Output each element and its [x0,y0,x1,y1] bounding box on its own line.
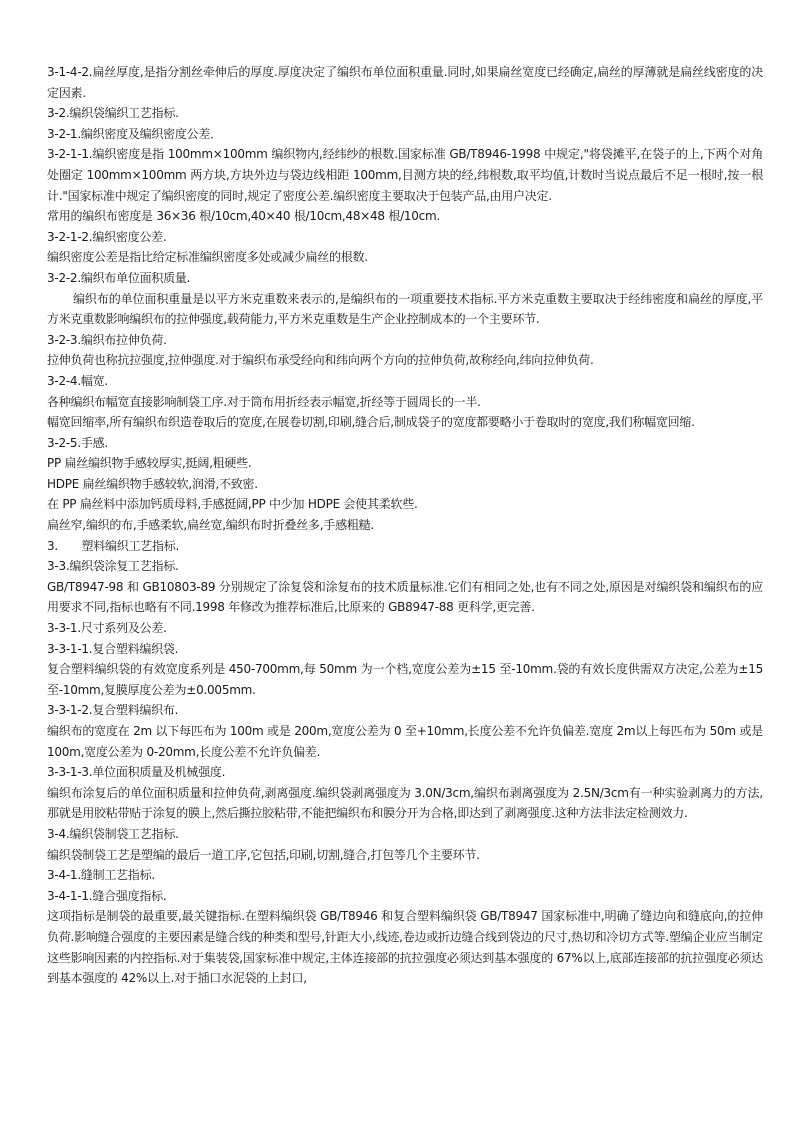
section-heading: 3-2-1.编织密度及编织密度公差． [47,126,222,141]
paragraph: 复合塑料编织袋的有效宽度系列是 450-700mm,每 50mm 为一个档,宽度公差为±15 至-10mm.袋的有效长度供需双方决定,公差为±15 至-10mm,复膜厚度公差为±0.005mm. [47,662,763,697]
section-heading: 3-2-3.编织布拉伸负荷. [47,332,167,347]
paragraph: 编织袋制袋工艺是塑编的最后一道工序,它包括,印刷,切割,缝合,打包等几个主要环节. [47,847,480,862]
section-heading: 3-3-1-3.单位面积质量及机械强度. [47,765,226,780]
paragraph: HDPE 扁丝编织物手感较软,润滑,不致密. [47,476,258,491]
section-heading: 3-3-1-1.复合塑料编织袋. [47,641,179,656]
paragraph: 常用的编织布密度是 36×36 根/10cm,40×40 根/10cm,48×48 根/10cm. [47,209,441,224]
paragraph: 编织布的单位面积重量是以平方米克重数来表示的,是编织布的一项重要技术指标.平方米克重数主要取决于经纬密度和扁丝的厚度,平方米克重数影响编织布的拉伸强度,载荷能力,平方米克重数是生产企业控制成本的一个主要环节. [47,291,763,327]
paragraph: GB/T8947-98 和 GB10803-89 分别规定了涂复袋和涂复布的技术质量标准.它们有相同之处,也有不同之处,原因是对编织袋和编织布的应用要求不同,指标也略有不同.1998 年修改为推荐标准后,比原来的 GB8947-88 更科学,更完善. [47,579,763,615]
section-heading: 3-4.编织袋制袋工艺指标. [47,826,179,841]
paragraph: PP 扁丝编织物手感较厚实,挺阔,粗硬些. [47,456,252,471]
section-heading: 3-2-4.幅宽. [47,373,108,388]
paragraph: 编织密度公差是指比给定标准编织密度多处或减少扁丝的根数. [47,250,368,265]
paragraph: 这项指标是制袋的最重要,最关键指标.在塑料编织袋 GB/T8946 和复合塑料编织袋 GB/T8947 国家标准中,明确了缝边向和缝底向,的拉伸负荷.影响缝合强度的主要因素是缝合线的种类和型号,针距大小,线迹,卷边或折边缝合线到袋边的尺寸,热切和冷切方式等.塑编企业应当制定这些影响因素的内控指标.对于集装袋,国家标准中规定,主体连接部的抗拉强度必须达到基本强度的 67%以上,底部连接部的抗拉强度必须达到基本强度的 42%以上.对于插口水泥袋的上封口, [47,909,763,986]
paragraph: 各种编织布幅宽直接影响制袋工序.对于筒布用折经表示幅宽,折经等于圆周长的一半. [47,394,481,409]
section-heading: 3-3-1.尺寸系列及公差. [47,621,167,636]
document-page [47,62,763,989]
paragraph: 编织布的宽度在 2m 以下每匹布为 100m 或是 200m,宽度公差为 0 至+10mm,长度公差不允许负偏差.宽度 2m以上每匹布为 50m 或是 100m,宽度公差为 0-20mm,长度公差不允许负偏差. [47,724,763,759]
paragraph: 扁丝窄,编织的布,手感柔软,扁丝宽,编织布时折叠丝多,手感粗糙. [47,518,374,533]
section-heading: 3-2-2.编织布单位面积质量. [47,270,191,285]
section-heading: 3-2.编织袋编织工艺指标. [47,106,179,121]
section-heading: 3-3-1-2.复合塑料编织布. [47,703,179,718]
paragraph: 幅宽回缩率,所有编织布织造卷取后的宽度,在展卷切割,印刷,缝合后,制成袋子的宽度都要略小于卷取时的宽度,我们称幅宽回缩. [47,415,695,430]
paragraph: 3-2-1-1.编织密度是指 100mm×100mm 编织物内,经纬纱的根数.国家标准 GB/T8946-1998 中规定,"将袋摊平,在袋子的上,下两个对角处圈定 100mm×100mm 两方块,方块外边与袋边线相距 100mm,目测方块的经,纬根数,取平均值,计数时当说点最后不足一根时,按一根计."国家标准中规定了编织密度的同时,规定了密度公差.编织密度主要取决于包装产品,由用户决定. [47,147,763,203]
paragraph: 拉伸负荷也称抗拉强度,拉伸强度.对于编织布承受经向和纬向两个方向的拉伸负荷,故称经向,纬向拉伸负荷. [47,353,594,368]
section-heading: 3-4-1-1.缝合强度指标. [47,888,167,903]
section-heading: 3-4-1.缝制工艺指标. [47,868,155,883]
section-heading: 3-2-1-2.编织密度公差. [47,229,167,244]
paragraph: 3-1-4-2.扁丝厚度,是指分割丝牵伸后的厚度.厚度决定了编织布单位面积重量.同时,如果扁丝宽度已经确定,扁丝的厚薄就是扁丝线密度的决定因素. [47,65,763,100]
section-heading: 3-2-5.手感. [47,435,108,450]
paragraph: 编织布涂复后的单位面积质量和拉伸负荷,剥离强度.编织袋剥离强度为 3.0N/3cm,编织布剥离强度为 2.5N/3cm有一种实验剥离力的方法,那就是用胶粘带贴于涂复的膜上,然后撕拉胶粘带,不能把编织布和膜分开为合格,即达到了剥离强度.这种方法非法定检测效力. [47,785,763,821]
paragraph: 在 PP 扁丝料中添加钙质母料,手感挺阔,PP 中少加 HDPE 会使其柔软些. [47,497,418,512]
section-heading: 3-3.编织袋涂复工艺指标. [47,559,179,574]
section-heading: 3. 塑料编织工艺指标. [47,538,180,553]
